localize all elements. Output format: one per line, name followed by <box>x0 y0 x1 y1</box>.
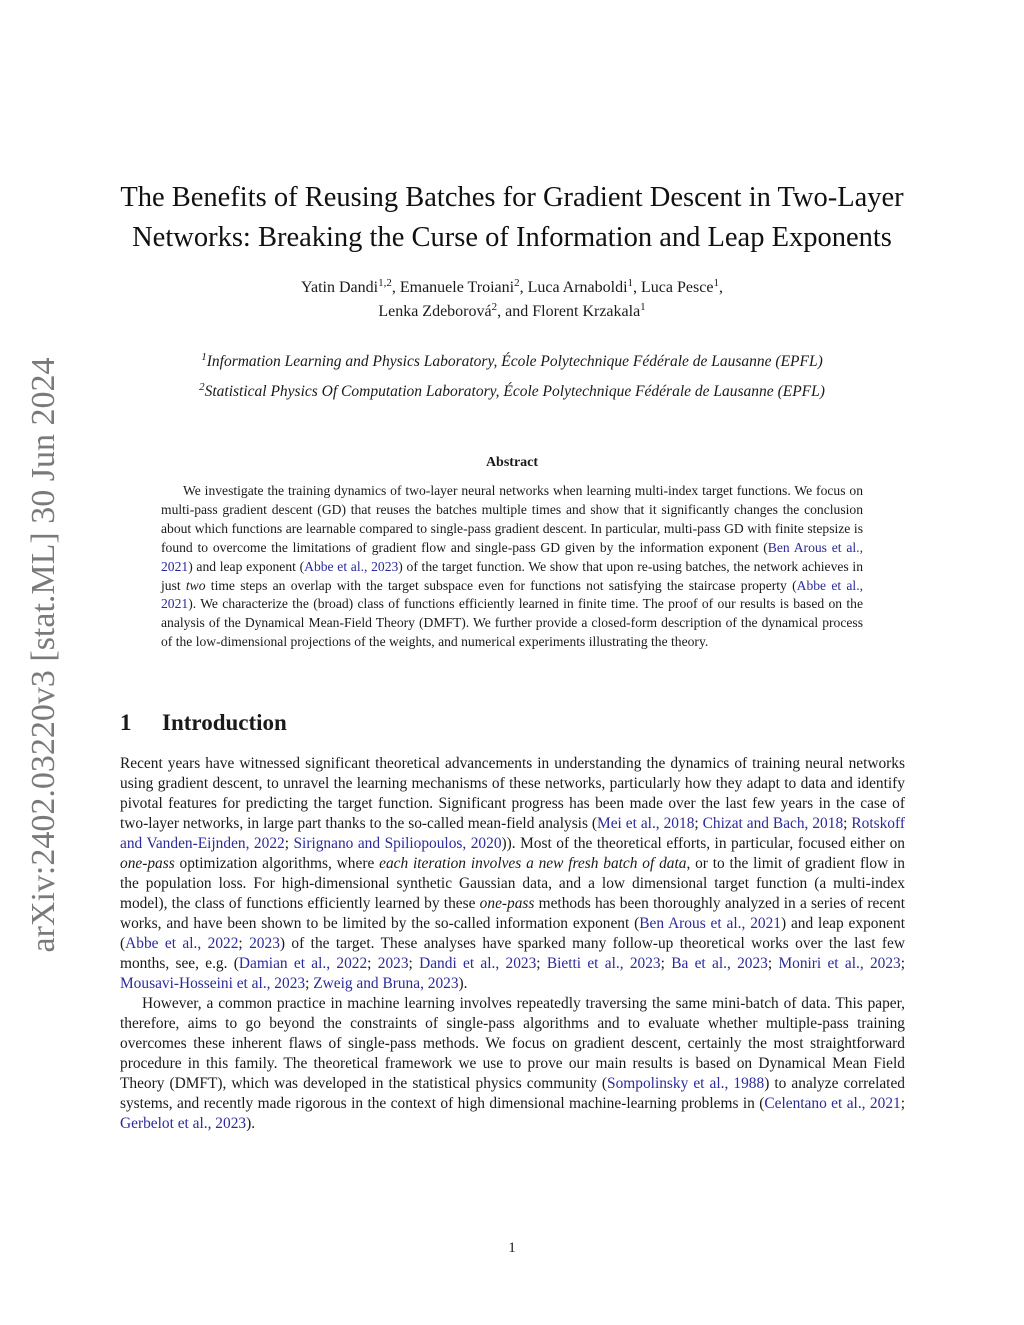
citation-link[interactable]: Moniri et al., 2023 <box>778 955 901 972</box>
abstract-text: ) of the target function. We show that upon re-using batches, the network achieves in just <box>161 558 863 593</box>
author-name: Luca Pesce <box>641 279 714 296</box>
citation-link[interactable]: Bietti et al., 2023 <box>546 955 661 972</box>
citation-separator: ; <box>694 815 703 832</box>
arxiv-side-identifier: arXiv:2402.03220v3 [stat.ML] 30 Jun 2024 <box>25 357 62 953</box>
paragraph-text: methods has been thoroughly analyzed in a series of recent works, and have been shown to be limited by the so-called information exponent ( <box>120 895 905 932</box>
paragraph-text: ). <box>246 1115 256 1132</box>
citation-link[interactable]: Mei et al., 2018 <box>597 815 695 832</box>
section-heading <box>120 710 287 736</box>
citation-separator: ; <box>408 955 420 972</box>
citation-separator: ; <box>767 955 779 972</box>
author-line: Yatin Dandi$^{1,2}$, Emanuele Troiani$^2$, Luca Arnaboldi$^1$, Luca Pesce$^1$, <box>301 277 723 296</box>
author-line <box>140 300 884 324</box>
affiliations <box>130 347 894 407</box>
paragraph-text: ) and leap exponent ( <box>120 915 905 952</box>
abstract-text: time steps an overlap with the target subspace even for functions not satisfying the staircase property ( <box>205 577 797 593</box>
author-separator: , <box>391 279 400 296</box>
author-name: Lenka Zdeborová <box>378 303 492 320</box>
citation-separator: ; <box>238 935 250 952</box>
author-name: Yatin Dandi <box>301 279 379 296</box>
section-title: Introduction <box>162 710 287 735</box>
citation-link[interactable]: Celentano et al., 2021 <box>764 1095 901 1112</box>
citation-separator: ; <box>843 815 852 832</box>
title-line: The Benefits of Reusing Batches for Gradient Descent in Two-Layer <box>120 182 904 213</box>
paragraph <box>120 754 905 994</box>
author-name: Emanuele Troiani <box>399 279 515 296</box>
author-name: Florent Krzakala <box>532 303 641 320</box>
citation-separator: ; <box>305 975 314 992</box>
author-separator: , and <box>497 303 533 320</box>
emphasis: each iteration involves a new fresh batch of data <box>379 855 687 872</box>
abstract-text: ) and leap exponent ( <box>188 558 305 574</box>
affiliation-number: 2 <box>199 381 205 393</box>
paragraph-text: ). <box>458 975 468 992</box>
author-affiliation-mark: 1 <box>627 277 634 289</box>
citation-link[interactable]: Chizat and Bach, 2018 <box>702 815 844 832</box>
citation-link[interactable]: Ba et al., 2023 <box>671 955 768 972</box>
citation-link[interactable]: Abbe et al., 2021 <box>161 577 863 612</box>
section-number: 1 <box>120 710 132 735</box>
author-affiliation-mark: 2 <box>491 301 498 313</box>
paragraph-text: However, a common practice in machine learning involves repeatedly traversing the same mini-batch of data. This paper, therefore, aims to go beyond the constraints of single-pass algorithms and to evaluate whether multiple-pass training overcomes these inherent flaws of single-pass methods. We focus on gradient descent, certainly the most straightforward procedure in this family. The theoretical framework we use to prove our main results is based on Dynamical Mean Field Theory (DMFT), which was developed in the statistical physics community ( <box>120 995 905 1092</box>
author-list <box>140 276 884 324</box>
citation-link[interactable]: Rotskoff and Vanden-Eijnden, 2022 <box>120 815 905 852</box>
author-affiliation-mark: 1 <box>713 277 719 289</box>
abstract-text: We investigate the training dynamics of two-layer neural networks when learning multi-index target functions. We focus on multi-pass gradient descent (GD) that reuses the batches multiple times and show that it significantly changes the conclusion about which functions are learnable compared to single-pass gradient descent. In particular, multi-pass GD with finite stepsize is found to overcome the limitations of gradient flow and single-pass GD given by the information exponent ( <box>161 483 863 555</box>
affiliation-text: Statistical Physics Of Computation Laboratory, École Polytechnique Fédérale de Lausanne (EPFL) <box>204 383 825 400</box>
author-affiliation-mark: 2 <box>514 277 520 289</box>
citation-link[interactable]: Abbe et al., 2022 <box>125 935 239 952</box>
author-affiliation-mark: 1,2 <box>378 277 392 289</box>
citation-separator: ; <box>900 955 906 972</box>
citation-link[interactable]: 2023 <box>249 935 280 952</box>
paragraph-text: optimization algorithms, where <box>174 855 380 872</box>
citation-link[interactable]: Zweig and Bruna, 2023 <box>313 975 459 992</box>
affiliation-line <box>130 347 894 377</box>
affiliation-text: Information Learning and Physics Laboratory, École Polytechnique Fédérale de Lausanne (EPFL) <box>206 353 823 370</box>
emphasis: one-pass <box>479 895 535 912</box>
affiliation-number: 1 <box>201 351 207 363</box>
citation-link[interactable]: Abbe et al., 2023 <box>304 558 399 574</box>
author-name: Luca Arnaboldi <box>527 279 628 296</box>
citation-link[interactable]: Dandi et al., 2023 <box>419 955 537 972</box>
citation-separator: ; <box>367 955 378 972</box>
abstract-heading: Abstract <box>485 455 539 470</box>
citation-link[interactable]: Ben Arous et al., 2021 <box>161 539 863 574</box>
citation-link[interactable]: Mousavi-Hosseini et al., 2023 <box>120 975 306 992</box>
paper-title <box>110 178 914 258</box>
paragraph-text: ) to analyze correlated systems, and recently made rigorous in the context of high dimensional machine-learning problems in ( <box>120 1075 905 1112</box>
citation-separator: ; <box>900 1095 905 1112</box>
abstract-body <box>161 482 863 652</box>
paragraph <box>120 994 905 1134</box>
paragraph-text: Recent years have witnessed significant theoretical advancements in understanding the dynamics of training neural networks using gradient descent, to unravel the learning mechanisms of these networks, particularly how they adapt to data and identify pivotal features for predicting the target function. Significant progress has been made over the last few years in the case of two-layer networks, in large part thanks to the so-called mean-field analysis ( <box>120 755 905 832</box>
emphasis: two <box>185 577 206 593</box>
title-line: Networks: Breaking the Curse of Information and Leap Exponents <box>132 222 892 253</box>
abstract-text: ). We characterize the (broad) class of functions efficiently learned in finite time. The proof of our results is based on the analysis of the Dynamical Mean-Field Theory (DMFT). We further provide a closed-form description of the dynamical process of the low-dimensional projections of the weights, and numerical experiments illustrating the theory. <box>161 596 863 650</box>
citation-link[interactable]: Damian et al., 2022 <box>238 955 368 972</box>
citation-separator: ; <box>660 955 672 972</box>
citation-link[interactable]: Gerbelot et al., 2023 <box>120 1115 247 1132</box>
page-number: 1 <box>508 1240 516 1256</box>
author-affiliation-mark: 1 <box>640 301 646 313</box>
citation-link[interactable]: 2023 <box>377 955 409 972</box>
affiliation-line <box>130 377 894 407</box>
paragraph-text: ) of the target. These analyses have sparked many follow-up theoretical works over the last few months, see, e.g. ( <box>120 935 906 972</box>
citation-separator: ; <box>284 835 294 852</box>
paragraph-text: , or to the limit of gradient flow in the population loss. For high-dimensional synthetic Gaussian data, and a low dimensional target function (a multi-index model), the class of functions efficiently learned by these <box>120 855 905 912</box>
emphasis: one-pass <box>120 855 175 872</box>
author-separator: , <box>519 279 528 296</box>
paragraph-text: )). Most of the theoretical efforts, in particular, focused either on <box>501 835 906 852</box>
author-separator: , <box>633 279 642 296</box>
citation-separator: ; <box>536 955 547 972</box>
introduction-body <box>120 754 905 1134</box>
citation-link[interactable]: Sirignano and Spiliopoulos, 2020 <box>293 835 502 852</box>
citation-link[interactable]: Sompolinsky et al., 1988 <box>607 1075 765 1092</box>
citation-link[interactable]: Ben Arous et al., 2021 <box>639 915 781 932</box>
